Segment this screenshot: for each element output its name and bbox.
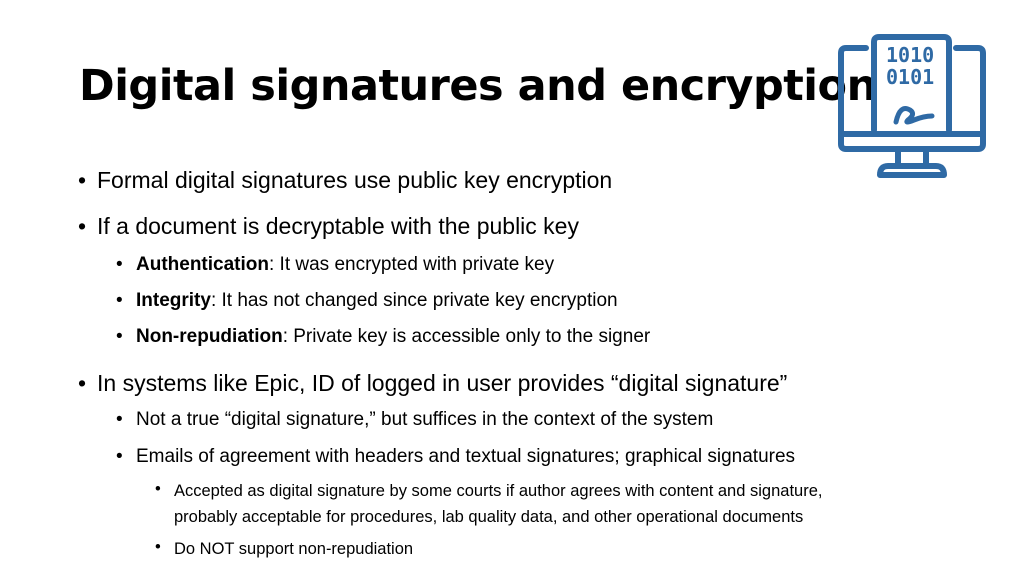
bullet-glyph: • xyxy=(116,326,123,347)
bullet-text: : It was encrypted with private key xyxy=(269,254,555,275)
bullet-text-line-1: Accepted as digital signature by some courts if author agrees with content and signature, xyxy=(174,482,823,500)
bullet-glyph: • xyxy=(116,290,123,311)
bullet-glyph: • xyxy=(116,409,123,430)
sub-sub-bullet-item xyxy=(155,478,823,530)
bullet-glyph: • xyxy=(116,446,123,467)
sub-bullet-item xyxy=(116,446,796,468)
bullet-glyph: • xyxy=(155,538,161,556)
bullet-text-line-1: Do NOT support non-repudiation xyxy=(174,540,414,558)
bullet-term: Integrity xyxy=(136,290,211,311)
bullet-term: Authentication xyxy=(136,254,269,275)
bullet-item xyxy=(78,167,613,193)
bullet-text: If a document is decryptable with the public key xyxy=(97,213,579,239)
bullet-text: Not a true “digital signature,” but suffices in the context of the system xyxy=(136,409,714,430)
bullet-item xyxy=(78,370,788,396)
bullet-glyph: • xyxy=(78,370,87,396)
binary-text-line-2: 0101 xyxy=(886,65,935,89)
bullet-text: Emails of agreement with headers and textual signatures; graphical signatures xyxy=(136,446,796,467)
bullet-item xyxy=(78,213,579,239)
bullet-glyph: • xyxy=(78,213,87,239)
sub-bullet-item xyxy=(116,409,714,431)
bullet-text: : It has not changed since private key encryption xyxy=(210,290,618,311)
bullet-text-line-2: probably acceptable for procedures, lab quality data, and other operational documents xyxy=(174,508,804,526)
binary-text-line-1: 1010 xyxy=(886,43,935,67)
sub-sub-bullet-item xyxy=(155,536,414,562)
bullet-glyph: • xyxy=(78,167,87,193)
bullet-text: In systems like Epic, ID of logged in user provides “digital signature” xyxy=(97,370,788,396)
sub-bullet-item xyxy=(116,254,555,276)
slide-title: Digital signatures and encryption xyxy=(79,61,877,111)
bullet-text: : Private key is accessible only to the signer xyxy=(282,326,651,347)
bullet-text: Formal digital signatures use public key encryption xyxy=(97,167,613,193)
sub-bullet-item xyxy=(116,326,651,348)
bullet-glyph: • xyxy=(155,480,161,498)
bullet-term: Non-repudiation xyxy=(136,326,283,347)
sub-bullet-item xyxy=(116,290,618,312)
bullet-glyph: • xyxy=(116,254,123,275)
